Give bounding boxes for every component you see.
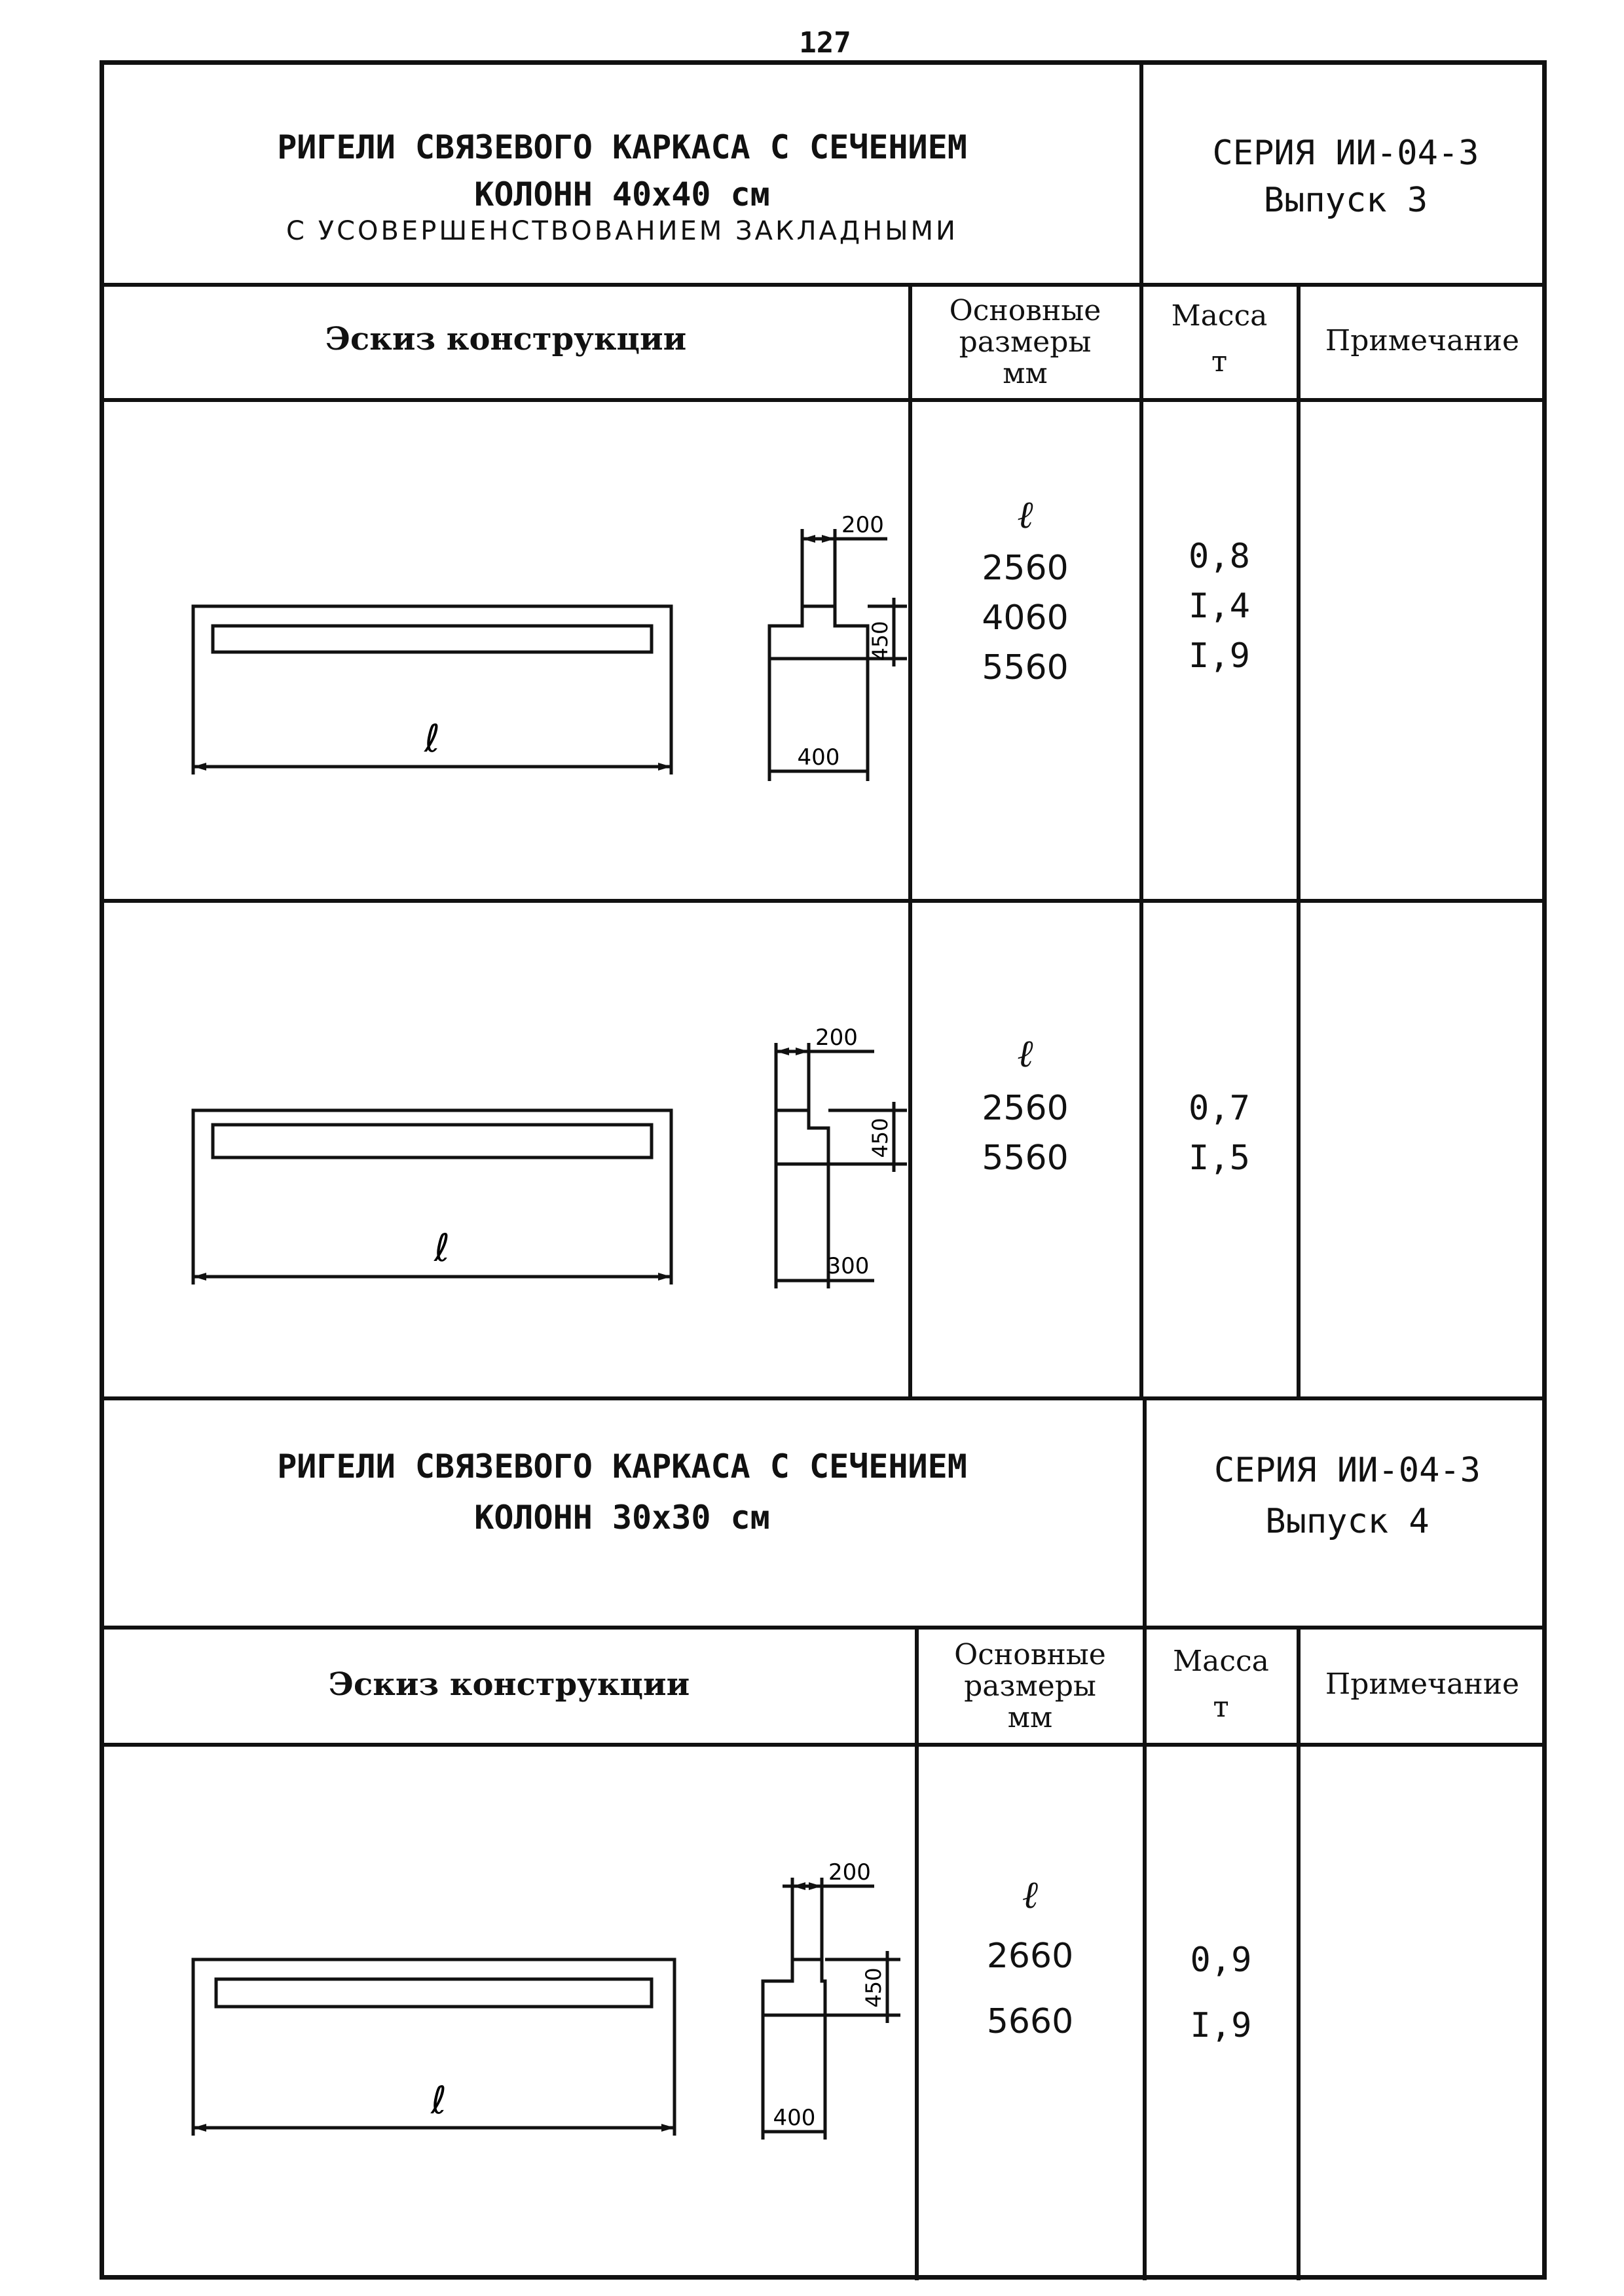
section2-title-line2: КОЛОНН 30х30 см xyxy=(474,1499,770,1537)
header2-dims-line3: мм xyxy=(1007,1701,1053,1734)
header1-mass-line1: Масса xyxy=(1171,299,1268,333)
section1-issue: Выпуск 3 xyxy=(1263,181,1428,220)
row3-mass-1: 0,9 xyxy=(1190,1941,1252,1980)
section2-issue: Выпуск 4 xyxy=(1265,1502,1430,1541)
height-label: 450 xyxy=(861,1967,886,2008)
header2-dims-line1: Основные xyxy=(954,1638,1106,1671)
beam-outline xyxy=(193,1110,671,1144)
header1-dims-line3: мм xyxy=(1003,357,1048,390)
row2-masses xyxy=(1143,1084,1295,1183)
header1-sketch: Эскиз конструкции xyxy=(325,321,687,357)
header2-sketch: Эскиз конструкции xyxy=(328,1666,690,1703)
bottom-width-label: 400 xyxy=(773,2105,816,2131)
row3-mass-2: I,9 xyxy=(1190,2006,1252,2045)
row2-dim-symbol: ℓ xyxy=(1017,1031,1033,1076)
rule-title1-bottom xyxy=(100,283,1547,287)
col-note-divider-1 xyxy=(1297,283,1301,1398)
bottom-width-label: 400 xyxy=(797,744,840,771)
row1-length-2: 4060 xyxy=(982,598,1069,638)
sketch-row2 xyxy=(101,902,907,1400)
row3-length-2: 5660 xyxy=(986,2002,1074,2041)
row1-length-3: 5560 xyxy=(982,648,1069,687)
page-number: 127 xyxy=(799,26,851,60)
sketch-row1 xyxy=(101,401,907,899)
bottom-width-label: 300 xyxy=(826,1253,870,1279)
header1-dims-line2: размеры xyxy=(959,325,1092,359)
col-mass-divider-1 xyxy=(1139,283,1143,1398)
row1-lengths xyxy=(912,543,1138,693)
sketch-row3 xyxy=(101,1747,913,2280)
cross-section xyxy=(776,1110,828,1164)
section1-series: СЕРИЯ ИИ-04-3 xyxy=(1212,134,1479,173)
top-width-label: 200 xyxy=(828,1859,871,1886)
header1-note: Примечание xyxy=(1325,324,1520,357)
row2-mass-2: I,5 xyxy=(1189,1139,1250,1178)
col-note-divider-2 xyxy=(1297,1626,1301,2280)
section1-title-line2: КОЛОНН 40х40 см xyxy=(474,175,770,213)
row3-dim-symbol: ℓ xyxy=(1022,1872,1039,1917)
row3-length-1: 2660 xyxy=(986,1937,1074,1976)
header2-mass-line1: Масса xyxy=(1173,1645,1269,1678)
section1-title-line1: РИГЕЛИ СВЯЗЕВОГО КАРКАСА С СЕЧЕНИЕМ xyxy=(277,128,967,166)
row1-mass-2: I,4 xyxy=(1189,587,1250,626)
row3-lengths xyxy=(919,1923,1141,2054)
section2-title-line1: РИГЕЛИ СВЯЗЕВОГО КАРКАСА С СЕЧЕНИЕМ xyxy=(277,1448,967,1485)
section2-series: СЕРИЯ ИИ-04-3 xyxy=(1214,1451,1481,1490)
rule-title2-bottom xyxy=(100,1626,1547,1630)
header2-note: Примечание xyxy=(1325,1667,1520,1701)
beam-body xyxy=(216,1979,652,2007)
section1-handwritten-note: С УСОВЕРШЕНСТВОВАНИЕМ ЗАКЛАДНЫМИ xyxy=(286,216,958,246)
header1-dims-line1: Основные xyxy=(949,294,1101,327)
row2-lengths xyxy=(912,1084,1138,1183)
row1-masses xyxy=(1143,532,1295,681)
row1-dim-symbol: ℓ xyxy=(1017,492,1033,537)
height-label: 450 xyxy=(868,621,893,661)
top-width-label: 200 xyxy=(841,512,884,538)
cross-section xyxy=(769,606,868,659)
row2-length-2: 5560 xyxy=(982,1139,1069,1178)
length-label: ℓ xyxy=(431,2078,447,2123)
header1-mass-line2: т xyxy=(1211,345,1228,378)
row1-mass-1: 0,8 xyxy=(1189,537,1250,576)
row2-mass-1: 0,7 xyxy=(1189,1089,1250,1128)
row1-length-1: 2560 xyxy=(982,549,1069,588)
top-width-label: 200 xyxy=(815,1025,858,1051)
col-sketch-divider-1 xyxy=(908,283,912,1398)
height-label: 450 xyxy=(868,1118,893,1158)
row1-mass-3: I,9 xyxy=(1189,636,1250,676)
beam-body xyxy=(213,626,652,652)
length-label: ℓ xyxy=(434,1226,450,1270)
row2-length-1: 2560 xyxy=(982,1089,1069,1128)
cross-section xyxy=(763,1959,825,2015)
header2-mass-line2: т xyxy=(1213,1690,1229,1724)
beam-body xyxy=(213,1125,652,1157)
row3-masses xyxy=(1147,1927,1295,2058)
length-label: ℓ xyxy=(424,716,440,761)
header2-dims-line2: размеры xyxy=(964,1669,1096,1703)
